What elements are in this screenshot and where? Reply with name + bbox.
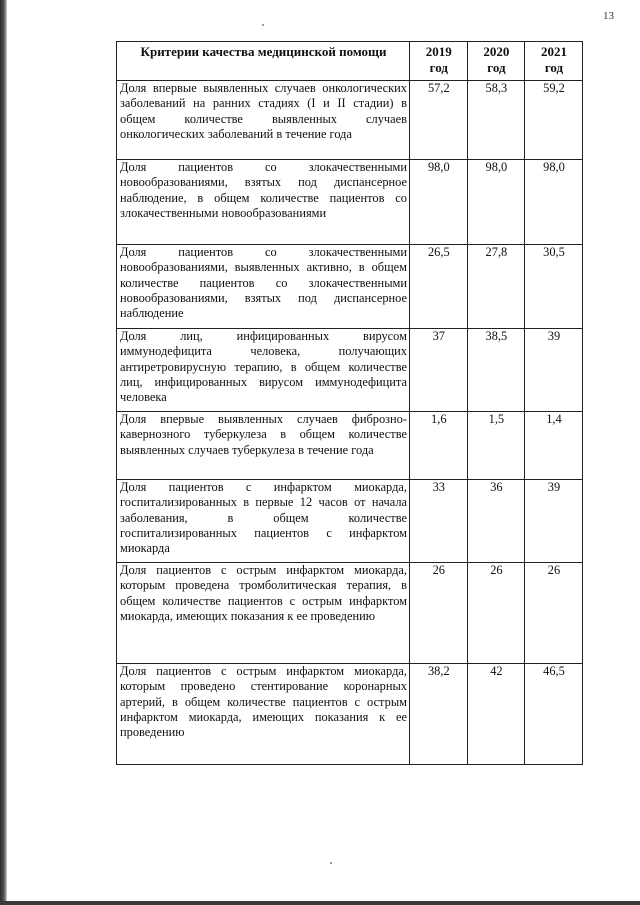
value-cell-2020: 42 xyxy=(467,664,525,765)
value-cell-2020: 38,5 xyxy=(467,329,525,412)
header-year-unit: год xyxy=(487,60,506,75)
value-cell-2021: 30,5 xyxy=(525,245,583,329)
criterion-cell: Доля пациентов с острым инфарктом миокарда, которым проведена тромболитическая терапия, в общем количестве пациентов с острым инфарктом миокарда, имеющих показания к ее проведению xyxy=(117,563,410,664)
header-year-unit: год xyxy=(429,60,448,75)
value-cell-2021: 59,2 xyxy=(525,81,583,160)
scan-speck xyxy=(330,862,332,864)
value-cell-2021: 39 xyxy=(525,480,583,563)
value-cell-2021: 39 xyxy=(525,329,583,412)
header-year-number: 2021 xyxy=(540,44,567,59)
header-year-number: 2020 xyxy=(483,44,510,59)
header-year-number: 2019 xyxy=(425,44,452,59)
criterion-cell: Доля впервые выявленных случаев фиброзно-кавернозного туберкулеза в общем количестве выявленных случаев туберкулеза в течение года xyxy=(117,412,410,480)
criterion-cell: Доля пациентов с инфарктом миокарда, госпитализированных в первые 12 часов от начала заболевания, в общем количестве госпитализированных пациентов с инфарктом миокарда xyxy=(117,480,410,563)
table-row xyxy=(117,160,583,245)
quality-criteria-table xyxy=(116,41,583,765)
header-year-2021 xyxy=(525,42,583,81)
header-year-unit: год xyxy=(544,60,564,75)
value-cell-2020: 26 xyxy=(467,563,525,664)
value-cell-2020: 98,0 xyxy=(467,160,525,245)
criterion-cell: Доля впервые выявленных случаев онкологических заболеваний на ранних стадиях (I и II стадии) в общем количестве выявленных случаев онкологических заболеваний в течение года xyxy=(117,81,410,160)
table-row xyxy=(117,480,583,563)
table-row xyxy=(117,81,583,160)
value-cell-2019: 1,6 xyxy=(410,412,468,480)
table-row xyxy=(117,412,583,480)
value-cell-2021: 46,5 xyxy=(525,664,583,765)
value-cell-2019: 26,5 xyxy=(410,245,468,329)
scan-speck xyxy=(262,24,264,26)
value-cell-2020: 36 xyxy=(467,480,525,563)
header-year-2019 xyxy=(410,42,468,81)
page-number: 13 xyxy=(603,10,614,22)
criterion-cell: Доля пациентов со злокачественными новообразованиями, выявленных активно, в общем количестве пациентов со злокачественными новообразованиями, взятых под диспансерное наблюдение xyxy=(117,245,410,329)
value-cell-2021: 98,0 xyxy=(525,160,583,245)
value-cell-2020: 27,8 xyxy=(467,245,525,329)
criterion-cell: Доля пациентов с острым инфарктом миокарда, которым проведено стентирование коронарных артерий, в общем количестве пациентов с острым инфарктом миокарда, имеющих показания к ее проведению xyxy=(117,664,410,765)
value-cell-2021: 26 xyxy=(525,563,583,664)
header-year-2020 xyxy=(467,42,525,81)
value-cell-2020: 58,3 xyxy=(467,81,525,160)
value-cell-2021: 1,4 xyxy=(525,412,583,480)
table-row xyxy=(117,245,583,329)
value-cell-2019: 33 xyxy=(410,480,468,563)
scan-bottom-edge xyxy=(0,901,640,905)
table-row xyxy=(117,664,583,765)
table-row xyxy=(117,563,583,664)
value-cell-2019: 37 xyxy=(410,329,468,412)
table-header-row xyxy=(117,42,583,81)
criterion-cell: Доля лиц, инфицированных вирусом иммунодефицита человека, получающих антиретровирусную терапию, в общем количестве лиц, инфицированных вирусом иммунодефицита человека xyxy=(117,329,410,412)
scan-left-edge xyxy=(0,0,7,905)
value-cell-2019: 38,2 xyxy=(410,664,468,765)
header-criterion: Критерии качества медицинской помощи xyxy=(117,42,410,81)
value-cell-2019: 57,2 xyxy=(410,81,468,160)
value-cell-2019: 98,0 xyxy=(410,160,468,245)
value-cell-2020: 1,5 xyxy=(467,412,525,480)
criterion-cell: Доля пациентов со злокачественными новообразованиями, взятых под диспансерное наблюдение, в общем количестве пациентов со злокачественными новообразованиями xyxy=(117,160,410,245)
table-row xyxy=(117,329,583,412)
value-cell-2019: 26 xyxy=(410,563,468,664)
